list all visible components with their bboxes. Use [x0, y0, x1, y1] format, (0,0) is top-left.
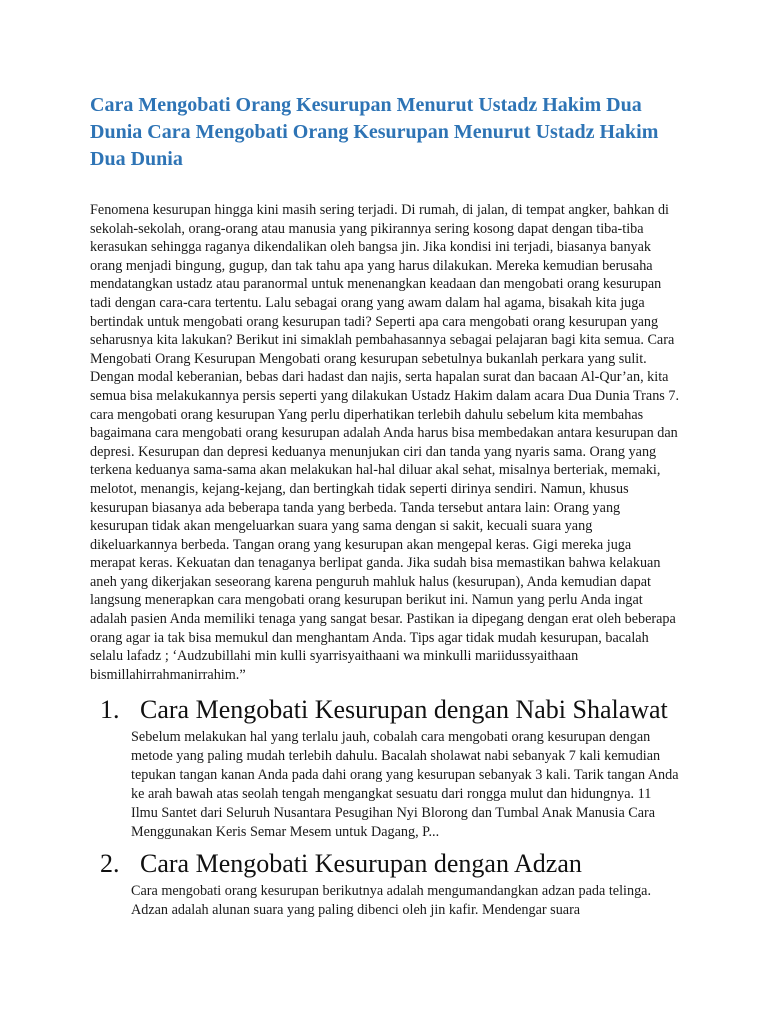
section-1-number: 1. — [100, 695, 120, 725]
section-1-body: Sebelum melakukan hal yang terlalu jauh, cobalah cara mengobati orang kesurupan dengan metode yang paling mudah terlebih dahulu. Bacalah sholawat nabi sebanyak 7 kali kemudian tepukan tangan kanan Anda pada dahi orang yang kesurupan sebanyak 3 kali. Tarik tangan Anda ke arah bawah atas seolah tengah mengangkat sesuatu dari rongga mulut dan hidungnya. 11 Ilmu Santet dari Seluruh Nusantara Pesugihan Nyi Blorong dan Tumbal Anak Manusia Cara Menggunakan Keris Semar Mesem untuk Dagang, P... — [131, 729, 679, 841]
section-1 — [90, 694, 680, 842]
section-2-body: Cara mengobati orang kesurupan berikutnya adalah mengumandangkan adzan pada telinga. Adzan adalah alunan suara yang paling dibenci oleh jin kafir. Mendengar suara — [131, 883, 652, 919]
document-title: Cara Mengobati Orang Kesurupan Menurut Ustadz Hakim Dua Dunia Cara Mengobati Orang Kesurupan Menurut Ustadz Hakim Dua Dunia — [90, 94, 659, 170]
section-2-heading — [90, 848, 680, 880]
section-1-title: Cara Mengobati Kesurupan dengan Nabi Shalawat — [140, 695, 668, 725]
section-2-title: Cara Mengobati Kesurupan dengan Adzan — [140, 849, 582, 879]
intro-paragraph: Fenomena kesurupan hingga kini masih sering terjadi. Di rumah, di jalan, di tempat angker, bahkan di sekolah-sekolah, orang-orang atau manusia yang pikirannya sering kosong dapat dengan tiba-tiba kerasukan sehingga raganya dikendalikan oleh bangsa jin. Jika kondisi ini terjadi, biasanya banyak orang menjadi bingung, gugup, dan tak tahu apa yang harus dilakukan. Mereka kemudian berusaha mendatangkan ustadz atau paranormal untuk menenangkan keadaan dan mengobati orang kesurupan tadi dengan cara-cara tertentu. Lalu sebagai orang yang awam dalam hal agama, bisakah kita juga bertindak untuk mengobati orang kesurupan tadi? Seperti apa cara mengobati orang kesurupan yang seharusnya kita lakukan? Berikut ini simaklah pembahasannya sebagai pelajaran bagi kita semua. Cara Mengobati Orang Kesurupan Mengobati orang kesurupan sebetulnya bukanlah perkara yang sulit. Dengan modal keberanian, bebas dari hadast dan najis, serta hapalan surat dan bacaan Al-Qur’an, kita semua bisa melakukannya persis seperti yang dilakukan Ustadz Hakim dalam acara Dua Dunia Trans 7. cara mengobati orang kesurupan Yang perlu diperhatikan terlebih dahulu sebelum kita membahas bagaimana cara mengobati orang kesurupan adalah Anda harus bisa membedakan antara kesurupan dan depresi. Kesurupan dan depresi keduanya menunjukan ciri dan tanda yang nyaris sama. Orang yang terkena keduanya sama-sama akan melakukan hal-hal diluar akal sehat, misalnya berteriak, memaki, melotot, menangis, kejang-kejang, dan bertingkah tidak seperti dirinya sendiri. Namun, khusus kesurupan biasanya ada beberapa tanda yang berbeda. Tanda tersebut antara lain: Orang yang kesurupan tidak akan mengeluarkan suara yang sama dengan si sakit, kecuali suara yang dikeluarkannya berbeda. Tangan orang yang kesurupan akan mengepal keras. Gigi mereka juga merapat keras. Kekuatan dan tenaganya berlipat ganda. Jika sudah bisa memastikan bahwa kelakuan aneh yang dikerjakan seseorang karena penguruh mahluk halus (kesurupan), Anda kemudian dapat langsung menerapkan cara mengobati orang kesurupan berikut ini. Namun yang perlu Anda ingat adalah pasien Anda memiliki tenaga yang sangat besar. Pastikan ia dipegang dengan erat oleh beberapa orang agar ia tak bisa memukul dan menghantam Anda. Tips agar tidak mudah kesurupan, bacalah selalu lafadz ; ‘Audzubillahi min kulli syarrisyaithaani wa minkulli mariidussyaithaan bismillahirrahmanirrahim.” — [90, 202, 680, 683]
document-page — [90, 92, 680, 920]
section-2 — [90, 848, 680, 920]
section-1-heading — [90, 694, 680, 726]
section-2-number: 2. — [100, 849, 120, 879]
